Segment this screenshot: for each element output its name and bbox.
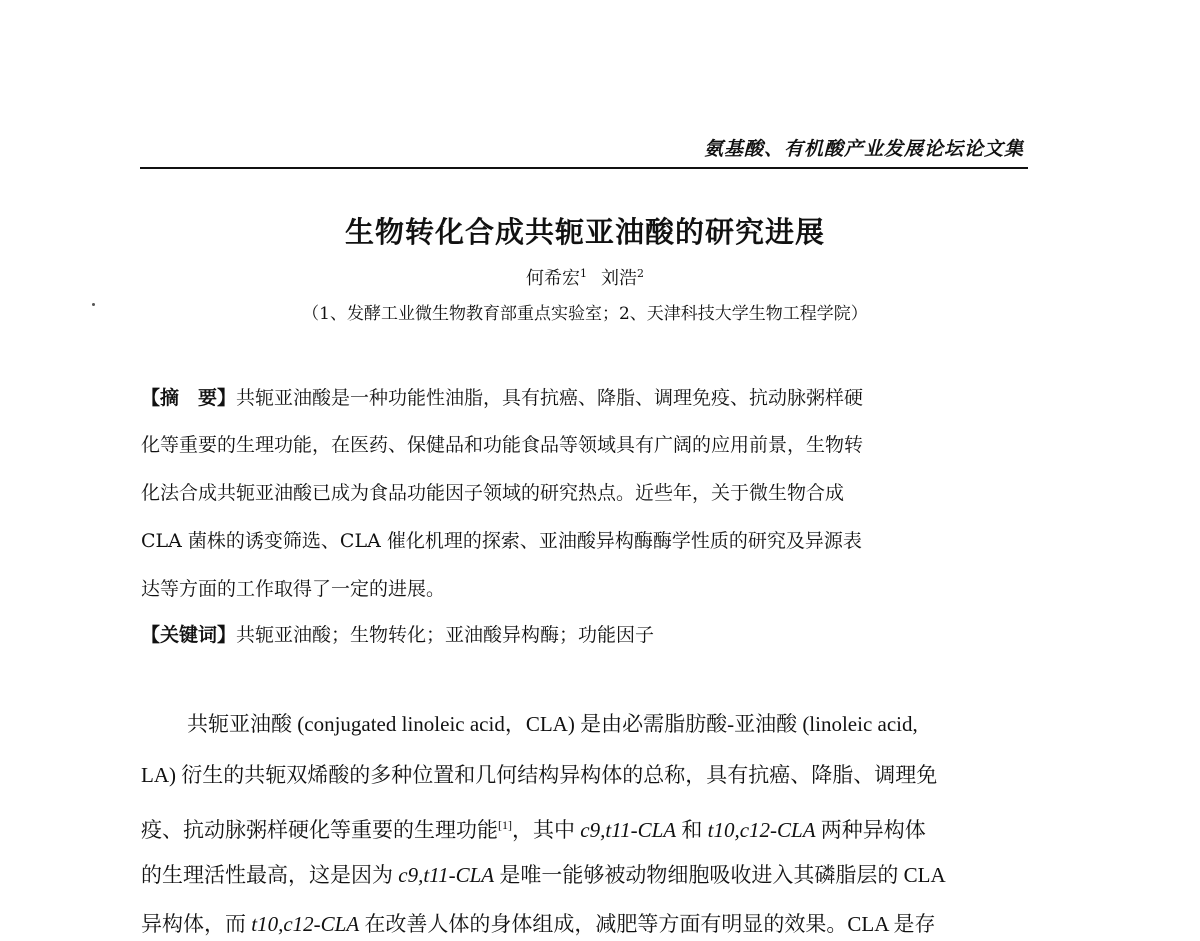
abstract-line: 化法合成共轭亚油酸已成为食品功能因子领域的研究热点。近些年，关于微生物合成 — [141, 482, 845, 504]
abstract-line — [141, 386, 863, 410]
body-text-run: 疫、抗动脉粥样硬化等重要的生理功能 — [141, 818, 498, 842]
abstract-line: 达等方面的工作取得了一定的进展。 — [141, 578, 446, 600]
affiliation: （1、发酵工业微生物教育部重点实验室；2、天津科技大学生物工程学院） — [302, 304, 868, 324]
body-text-run: ，其中 — [512, 818, 581, 842]
body-paragraph-line: LA) 衍生的共轭双烯酸的多种位置和几何结构异构体的总称，具有抗癌、降脂、调理免 — [141, 763, 938, 787]
body-paragraph-line — [141, 862, 946, 888]
body-paragraph-line — [141, 812, 926, 842]
scan-speck — [92, 303, 95, 306]
author-name: 何希宏 — [526, 268, 580, 289]
running-header: 氨基酸、有机酸产业发展论坛论文集 — [703, 138, 1024, 160]
abstract-line: 化等重要的生理功能，在医药、保健品和功能食品等领域具有广阔的应用前景，生物转 — [141, 434, 864, 456]
paper-title: 生物转化合成共轭亚油酸的研究进展 — [344, 215, 825, 249]
abstract-line: CLA 菌株的诱变筛选、CLA 催化机理的探索、亚油酸异构酶酶学性质的研究及异源表 — [141, 530, 862, 552]
isomer-name: c9,t11-CLA — [398, 863, 495, 887]
body-text-run: 和 — [676, 818, 708, 842]
author-name: 刘浩 — [601, 268, 637, 289]
keywords-line — [141, 623, 654, 647]
isomer-name: t10,c12-CLA — [251, 912, 360, 936]
citation-ref: [1] — [498, 818, 512, 832]
header-rule — [140, 167, 1028, 169]
body-text-run: 在改善人体的身体组成，减肥等方面有明显的效果。CLA 是存 — [359, 912, 936, 936]
body-text-run: 两种异构体 — [815, 818, 926, 842]
keywords-text: 共轭亚油酸；生物转化；亚油酸异构酶；功能因子 — [236, 624, 655, 646]
author-affil-mark: 1 — [580, 267, 587, 280]
abstract-label: 【摘 要】 — [141, 387, 237, 409]
body-paragraph-line — [141, 911, 936, 937]
isomer-name: t10,c12-CLA — [707, 818, 816, 842]
body-text-run: 的生理活性最高，这是因为 — [141, 863, 399, 887]
isomer-name: c9,t11-CLA — [580, 818, 677, 842]
author-affil-mark: 2 — [637, 267, 644, 280]
body-text-run: 是唯一能够被动物细胞吸收进入其磷脂层的 CLA — [494, 863, 946, 887]
body-paragraph-line: 共轭亚油酸 (conjugated linoleic acid，CLA) 是由必需脂肪酸-亚油酸 (linoleic acid, — [187, 712, 918, 736]
keywords-label: 【关键词】 — [141, 624, 237, 646]
body-text-run: 异构体，而 — [141, 912, 252, 936]
abstract-text: 共轭亚油酸是一种功能性油脂，具有抗癌、降脂、调理免疫、抗动脉粥样硬 — [236, 387, 864, 409]
author-line — [0, 264, 1170, 290]
